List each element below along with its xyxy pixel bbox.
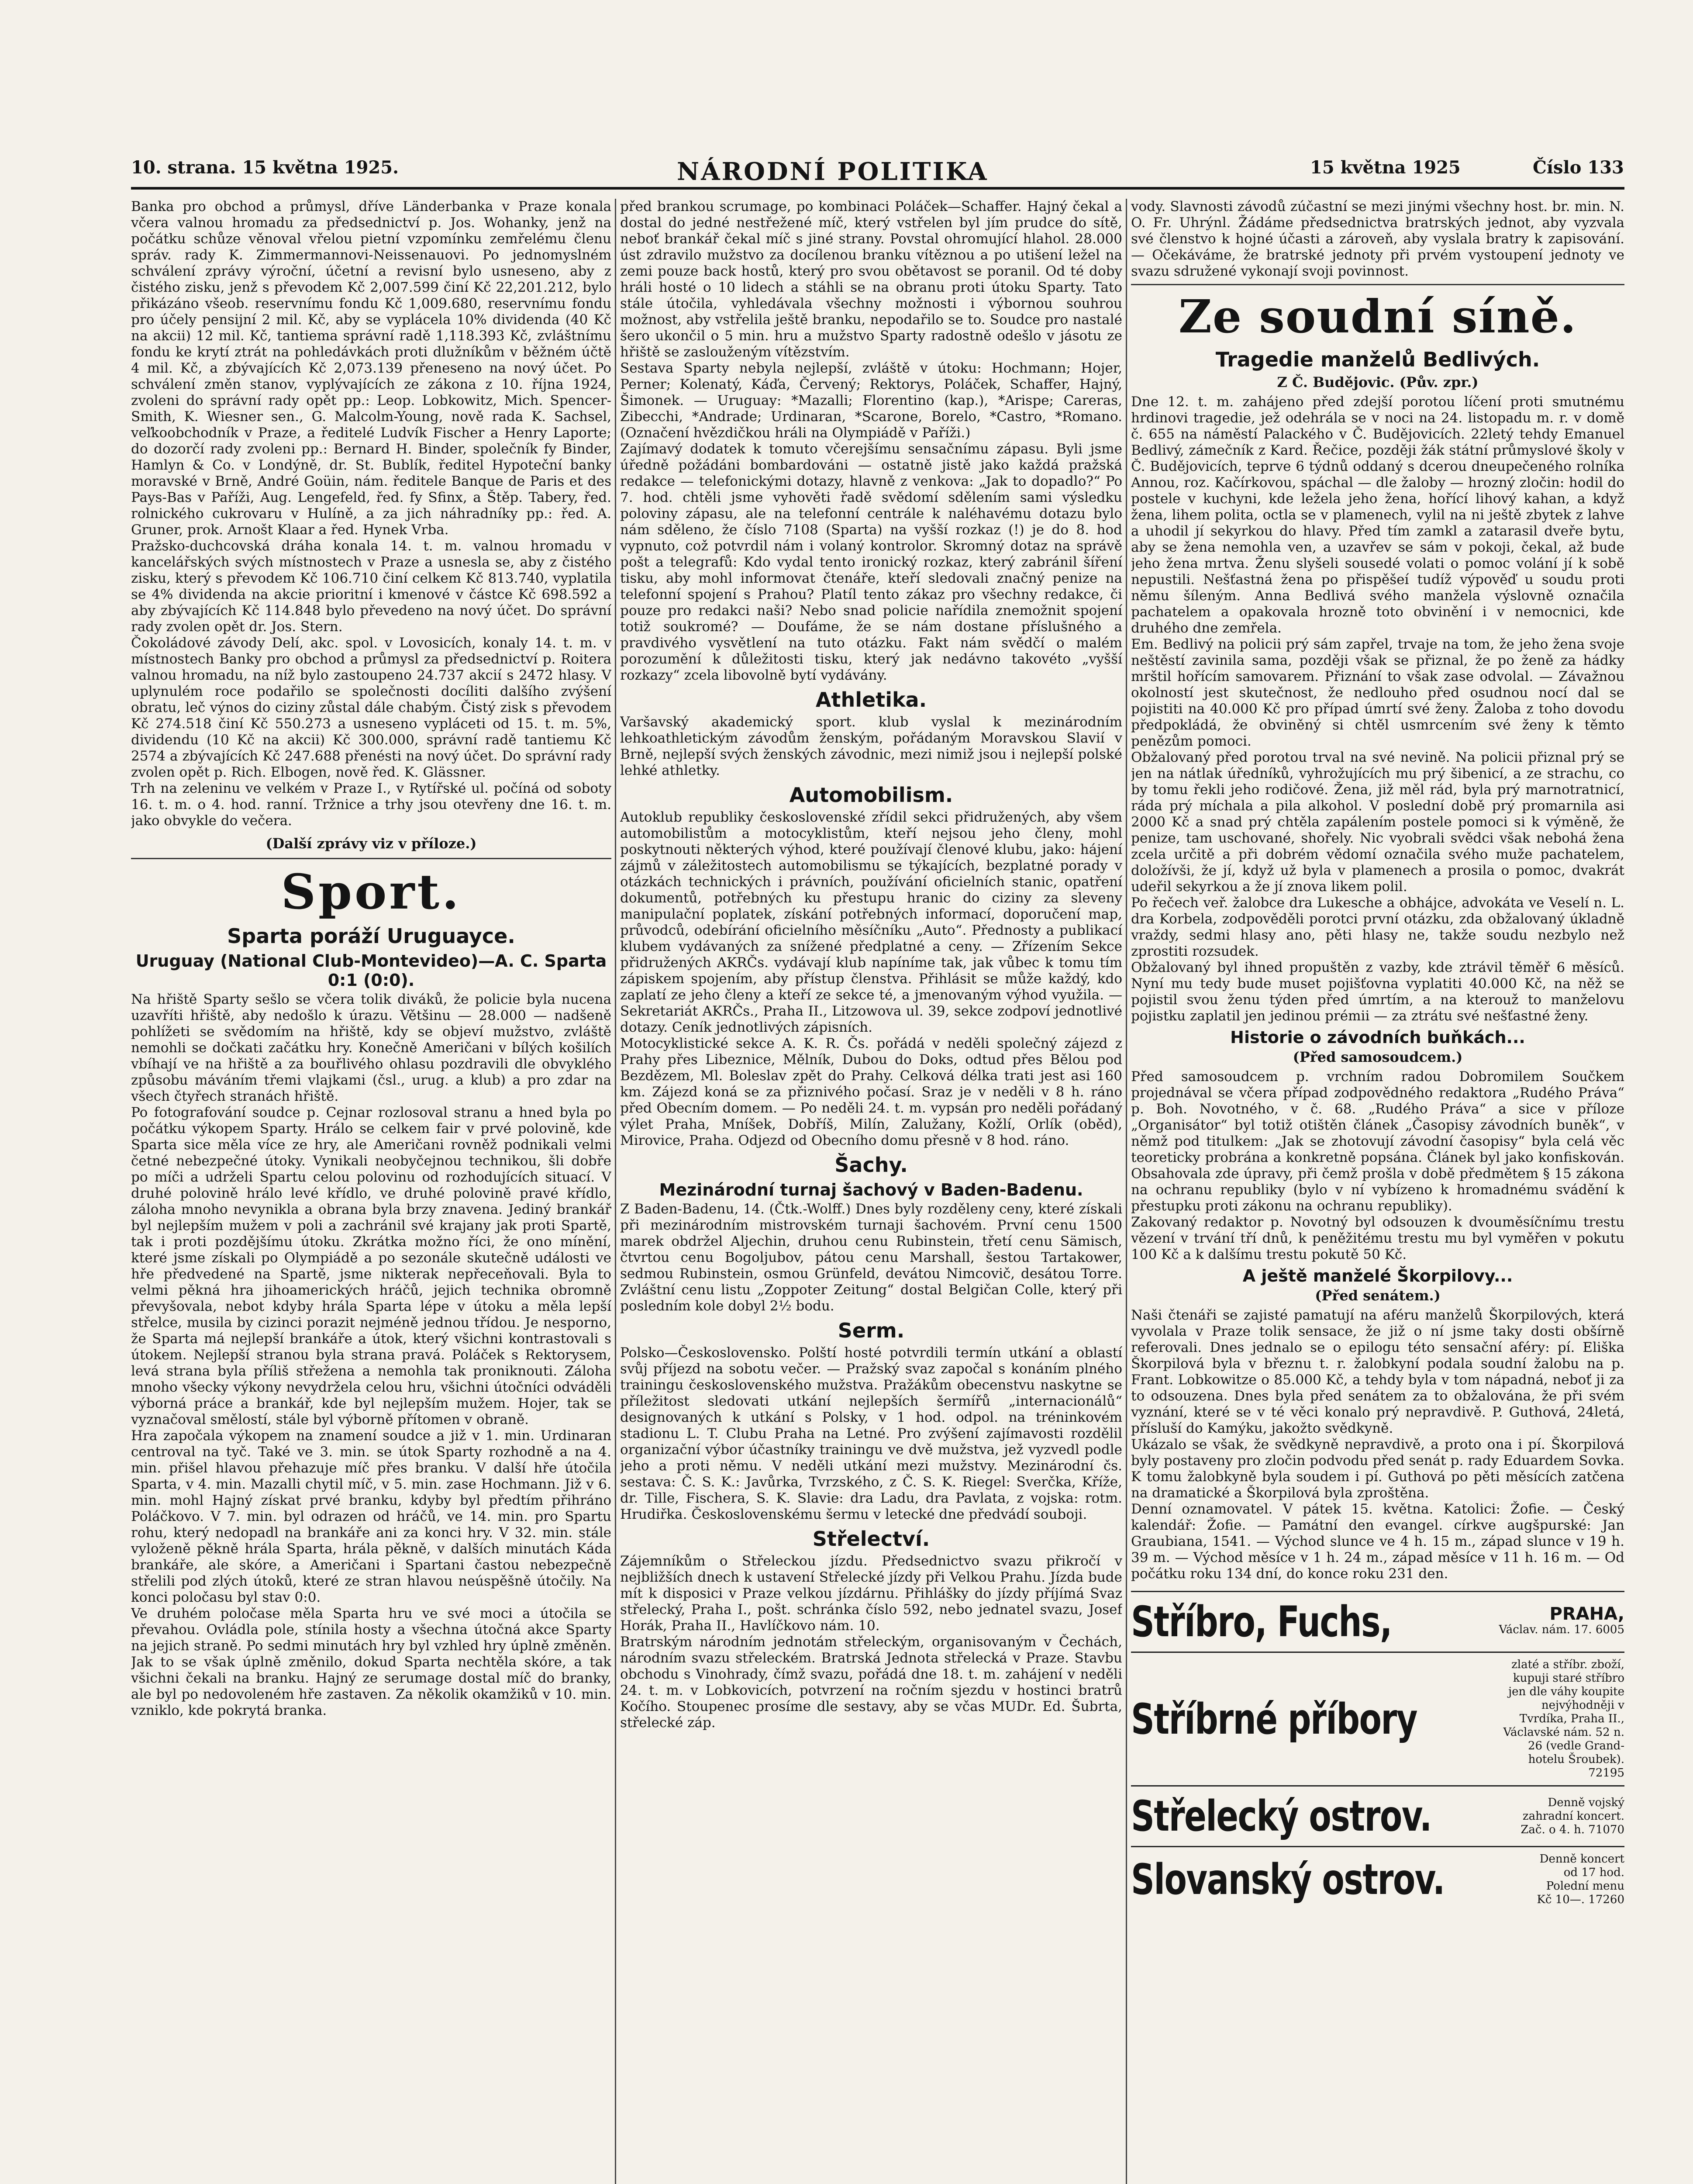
article-paragraph: Obžalovaný byl ihned propuštěn z vazby, kde ztrávil těměř 6 měsíců. Nyní mu tedy bude muset pojišťovna vyplatiti 40.000 Kč, na něž se pojistil svou ženu týden před úmrtím, a na kterouž to manželovu pojistku zaplatil jen jedinou prémii — za ztrátu své nešťastné ženy. — [1131, 960, 1624, 1024]
issue-number: Číslo 133 — [1533, 157, 1624, 178]
article-subtitle: Mezinárodní turnaj šachový v Baden-Badenu. — [659, 1180, 1083, 1199]
article-title: Sparta poráží Uruguayce. — [227, 924, 515, 948]
ad-slovansky-ostrov — [1131, 1846, 1624, 1912]
article-paragraph: Ukázalo se však, že svědkyně nepravdivě, a proto ona i pí. Škorpilová byly postaveny pro zločin podvodu před senát p. rady Eduardem Sovka. K tomu žalobkyně byla soudem i pí. Guthová po pěti měsících zatčena na dramatické a Škorpilová byla zproštěna. — [1131, 1437, 1624, 1501]
section-title-court: Ze soudní síně. — [1179, 290, 1577, 343]
article-paragraph: Ve druhém poločase měla Sparta hru ve své moci a útočila se převahou. Ovládla pole, stínila hosty a všechna útočná akce Sparty na jejich straně. Po sedmi minutách hry byl vzhled hry úplně změněn. Jak to se však úplně změnilo, dokud Sparta nechtěla skóre, a tak všichni čekali na branku. Hajný ze serumage dostal míč do branky, ale byl po nedovoleném hře zastaven. Za několik okamžiků v 10. min. vzniklo, kde pokrytá branka. — [131, 1606, 611, 1718]
article-paragraph: Bratrským národním jednotám střeleckým, organisovaným v Čechách, národním svazu střeleckém. Bratrská Jednota střelecká v Praze. Stavbu obchodu s Vinohrady, čímž svazu, pořádá dne 18. t. m. zahájení v neděli 24. t. m. v Lobkovicích, potvrzení na ročním sjezdu v hostinci bratrů Kočího. Stoupenec prosíme dle sestavy, aby se včas MUDr. Ed. Šubrta, střelecké záp. — [620, 1634, 1122, 1731]
section-title-auto: Automobilism. — [789, 783, 953, 807]
column-divider — [1126, 199, 1127, 2184]
article-paragraph: Hra započala výkopem na znamení soudce a již v 1. min. Urdinaran centroval na tyč. Také ve 3. min. se útok Sparty rozhodně a na 4. min. přišel hlavou přehazuje míč přes branku. V další hře útočila Sparta, v 4. min. Mazalli chytil míč, v 5. min. zase Hochmann. Již v 6. min. mohl Hajný získat prvé branku, kdyby byl předtím přihráno Poláčkovo. V 7. min. byl odrazen od hráčů, ve 14. min. pro Spartu rohu, který nedopadl na brankáře ani za konci hry. V 32. min. stále vyloženě pěkně hrála Sparta, hrála pěkně, v dalších minutách Káda brankáře, ale skóre, a Američani i Spartani častou nebezpečně střelili pod zlých útoků, které ze stran hlavou neúspěšně útočily. Na konci poločasu byl stav 0:0. — [131, 1428, 611, 1605]
divider — [1131, 284, 1624, 285]
article-paragraph: Po řečech veř. žalobce dra Lukesche a obhájce, advokáta ve Veselí n. L. dra Korbela, zodpověděli porotci první otázku, zda obžalovaný úkladně vraždy, sedmi hlasy ano, pěti hlasy ne, takže soudu nezbylo než zprostiti rozsudek. — [1131, 895, 1624, 959]
ad-headline: Střelecký ostrov. — [1131, 1792, 1431, 1841]
continued-note: (Další zprávy viz v příloze.) — [266, 835, 477, 852]
article-paragraph: Autoklub republiky československé zřídil sekci přidružených, aby všem automobilistům a motocyklistům, kteří nejsou jeho členy, mohl poskytnouti některých výhod, které používají členové klubu, jako: hájení zájmů v záležitostech automobilismu se týkajících, bezplatné porady v otázkách technických i právních, používání oficielních stanic, opatření dokumentů, potřebných ku přestupu hranic do ciziny za sleveny manipulační poplatek, získání potřebných informací, doporučení map, průvodců, odebírání oficielního měsíčníku „Auto“. Přednosty a publikací klubem vydávaných za snížené předplatné a ceny. — Zřízením Sekce přidružených AKRČs. vydávají klub napíníme tak, jak vůbec k tomu tím zápiskem spojením, aby přístup členstva. Přihlásit se může každý, kdo zaplatí ze jeho členy a kteří ze sekce té, a jmenovaným výhod využila. — Sekretariát AKRČs., Praha II., Litzowova ul. 39, sekce zodpoví jednotlivé dotazy. Ceník jednotlivých zápisních. — [620, 809, 1122, 1035]
article-paragraph: Naši čtenáři se zajisté pamatují na aféru manželů Škorpilových, která vyvolala v Praze tolik sensace, že již o ní jsme taky dosti obšírně referovali. Dnes jednalo se o epilogu této sensační aféry: pí. Eliška Škorpilová byla v březnu t. r. žalobkyní podala soudní žalobu na p. Frant. Lobkowitze o 85.000 Kč, a tehdy byla v tom nápadná, neboť ji za to odsouzena. Dnes byla před senátem za to obžalována, že při svém vyznání, které se v té věci konalo prý nepravdivě. P. Guthová, 24letá, přísluší do Kamýku, jakožto svědkyně. — [1131, 1307, 1624, 1436]
issue-date: 15 května 1925 — [1310, 157, 1461, 178]
ad-details: zlaté a stříbr. zboží, kupuji staré stříbro jen dle váhy koupite nejvýhodněji v Tvrdíka, Praha II., Václavské nám. 52 n. 26 (vedle Grand-hotelu Šroubek). 72195 — [1503, 1658, 1624, 1780]
article-paragraph: Zakovaný redaktor p. Novotný byl odsouzen k dvouměsíčnímu trestu vězení v trvání tří dnů, k peněžitému trestu mu byl vyměřen v pokutu 100 Kč a k dalšímu trestu pokutě 50 Kč. — [1131, 1214, 1624, 1262]
ad-details: Denně koncert od 17 hod. Polední menu Kč 10—. 17260 — [1537, 1852, 1624, 1906]
article-banka: Banka pro obchod a průmysl, dříve Länderbanka v Praze konala včera valnou hromadu za předsednictví p. Jos. Wohanky, jenž na počátku schůze věnoval vřelou pietní vzpomínku zemřelému členu správ. rady K. Zimmermannovi-Neissenauovi. Po jednomyslném schválení zprávy výroční, účetní a revisní bylo usneseno, aby z čistého zisku, jenž s převodem Kč 2,007.599 činí Kč 22,201.212, bylo přikázáno všeob. reservnímu fondu Kč 1,009.680, reservnímu fondu pro účely pensijní 2 mil. Kč, aby se vyplácela 10% dividenda (40 Kč na akcii) 12 mil. Kč, tantiema správní radě 1,118.393 Kč, zvláštnímu fondu ke krytí ztrát na pohledávkách proti dlužníkům v běžném účtě 4 mil. Kč, a zbývajících Kč 2,073.139 přeneseno na nový účet. Po schválení změn stanov, vyplývajících ze zákona z 10. října 1924, zvoleni do správní rady opět pp.: Leop. Lobkowitz, Mich. Spencer-Smith, K. Wiesner sen., G. Malcolm-Young, nově rada K. Sachsel, veľkoobchodník v Praze, a ředitelé Ludvík Fischer a Henry Laporte; do dozorčí rady zvoleni pp.: Bernard H. Binder, společník fy Binder, Hamlyn & Co. v Londýně, dr. St. Bublík, ředitel Hypoteční banky moravské v Brně, André Goüin, nám. ředitele Banque de Paris et des Pays-Bas v Paříži, Aug. Lengefeld, řed. fy Sfinx, a Štěp. Tabery, řed. rolnického cukrovaru v Hulíně, a za jich náhradníky pp.: řed. A. Gruner, prok. Arnošt Klaar a řed. Hynek Vrba. — [131, 199, 611, 538]
article-byline: (Před senátem.) — [1315, 1287, 1441, 1304]
section-title-shooting: Střelectví. — [812, 1527, 930, 1551]
ad-details: Denně vojský zahradní koncert. Zač. o 4. h. 71070 — [1521, 1796, 1624, 1836]
article-title: Tragedie manželů Bedlivých. — [1215, 348, 1540, 371]
article-paragraph: Zajímavý dodatek k tomuto včerejšímu sensačnímu zápasu. Byli jsme úředně požádáni bombardováni — ostatně jistě jako každá pražská redakce — telefonickými dotazy, hlavně z venkova: „Jak to dopadlo?“ Po 7. hod. chtěli jsme vyhověti řadě svědomí sdělením sami výsledku poloviny zápasu, ale na telefonní centrále k naléhavému dotazu bylo nám sděleno, že číslo 7108 (Sparta) na vyšší rozkaz (!) je do 8. hod vypnuto, což potvrdil nám i volaný kontrolor. Skromný dotaz na správě pošt a telegrafů: Kdo vydal tento ironický rozkaz, který zabránil šíření tisku, aby mohl informovat čtenáře, kteří sledovali značný penize na telefonní spojení s Prahou? Platíl tento zákaz pro všechny redakce, či pouze pro redakci naši? Nebo snad policie nařídila znemožnit spojení totiž soukromé? — Doufáme, že se nám dostane příslušného a pravdivého vysvětlení na tuto otázku. Fakt nám svědčí o malém porozumění k důležitosti tisku, který jak nedávno takovéto „vyšší rozkazy“ zcela libovolně bytí vydávány. — [620, 441, 1122, 683]
ad-city: PRAHA, — [1549, 1603, 1624, 1624]
article-paragraph: Obžalovaný před porotou trval na své nevině. Na policii přiznal prý se jen na nátlak úředníků, vyhrožujících mu prý šibenicí, a ze strachu, co by tomu řekli jeho rodičové. Žena, již měl rád, byla prý marnotratnicí, ráda prý míchala a pila alkohol. V poslední době prý promarnila asi 2000 Kč a snad prý chtěla zapálením postele pomoci si k výměně, že penize, tam uschované, shořely. Nic vyobrali svědci však nebohá žena zcela určitě a při dobrém vědomí označila svého muže pachatelem, doložívši, že jí, když už byla v plamenech a prosila o pomoc, dvakrát udeřil sekyrkou a že jí znova likem polil. — [1131, 750, 1624, 895]
article-paragraph: Na hřiště Sparty sešlo se včera tolik diváků, že policie byla nucena uzavříti hřiště, aby nedošlo k úrazu. Většinu — 28.000 — nadšeně pohlížeti se svědomím na hřiště, kdy se objeví mužstvo, zvláště nemohli se dočkati začátku hry. Konečně Američani v bílých košilích vbíhají ve na hřiště a za bouřlivého ohlasu pozdravili dle obvyklého způsobu máváním třemi vlajkami (čsl., urug. a klub) a pro zdar na všech čtyřech stranách hřiště. — [131, 992, 611, 1104]
article-title: A ještě manželé Škorpilovy... — [1242, 1266, 1513, 1286]
ad-address: Václav. nám. 17. 6005 — [1499, 1623, 1624, 1636]
section-title-chess: Šachy. — [834, 1153, 908, 1177]
ad-stribrne-pribory — [1131, 1652, 1624, 1785]
article-paragraph: Zájemníkům o Střeleckou jízdu. Předsednictvo svazu přikročí v nejbližších dnech k ustavení Střelecké jízdy při Velkou Prahu. Jízda bude mít k disposici v Praze velkou jízdárnu. Přihlášky do jízdy příjímá Svaz střelecký, Praha I., pošt. schránka číslo 592, nebo jednatel svazu, Josef Horák, Praha II., Havlíčkovo nám. 10. — [620, 1553, 1122, 1634]
article-paragraph: Dne 12. t. m. zahájeno před zdejší porotou líčení proti smutnému hrdinovi tragedie, jež odehrála se v noci na 24. listopadu m. r. v domě č. 655 na náměstí Palackého v Č. Budějovicích. 22letý tehdy Emanuel Bedlivý, zámečník z Kard. Řečice, později žák státní průmyslové školy v Č. Budějovicích, teprve 6 týdnů oddaný s dcerou dneupečeného rolníka Annou, roz. Kačírkovou, spáchal — dle žaloby — hrozný zločin: hodil do postele v kuchyni, kde ležela jeho žena, hořící lihový kahan, a když žena, lihem polita, octla se v plamenech, vylil na ni ještě zbytek z lahve a uhodil jí sekyrkou do hlavy. Před tím zamkl a zatarasil dveře bytu, aby se žena nemohla ven, a uzavřev se sám v pokoji, čekal, až bude jeho žena mrtva. Ženu slyšeli sousedé volati o pomoc volání jí k sobě nepustili. Nešťastná žena po přispěšeí tudíž výpověď u soudu proti němu šíleným. Anna Bedlivá svého manžela výslovně označila pachatelem a opakovala hrozně toto obvinění i v nemocnici, kde druhého dne zemřela. — [1131, 394, 1624, 636]
column-3 — [1131, 199, 1624, 2184]
ad-headline: Stříbro, Fuchs, — [1131, 1597, 1392, 1646]
ad-headline: Stříbrné příbory — [1131, 1694, 1417, 1744]
page-info: 10. strana. 15 května 1925. — [131, 157, 399, 178]
article-byline: (Před samosoudcem.) — [1293, 1049, 1463, 1065]
article-title: Historie o závodních buňkách... — [1230, 1028, 1525, 1047]
section-title-sport: Sport. — [281, 864, 462, 920]
article-trh: Trh na zeleninu ve velkém v Praze I., v Rytířské ul. počíná od soboty 16. t. m. o 4. hod. ranní. Tržnice a trhy jsou otevřeny dne 16. t. m. jako obvykle do večera. — [131, 781, 611, 829]
newspaper-title: NÁRODNÍ POLITIKA — [677, 157, 989, 186]
article-byline: Z Č. Budějovic. (Pův. zpr.) — [1277, 374, 1479, 390]
daily-announcer: Denní oznamovatel. V pátek 15. května. Katolici: Žofie. — Český kalendář: Žofie. — Památní den evangel. církve augšpurské: Jan Graubiana, 1541. — Východ slunce ve 4 h. 15 m., západ slunce v 19 h. 39 m. — Východ měsíce v 1 h. 24 m., západ měsíce v 11 h. 16 m. — Od počátku roku 134 dní, do konce roku 231 den. — [1131, 1501, 1624, 1582]
ad-strelecky-ostrov — [1131, 1785, 1624, 1846]
ad-headline: Slovanský ostrov. — [1131, 1855, 1445, 1904]
article-paragraph: Před samosoudcem p. vrchním radou Dobromilem Součkem projednával se včera případ zodpovědného redaktora „Rudého Práva“ p. Boh. Novotného, v č. 68. „Rudého Práva“ a sice v příloze „Organisátor“ byl totiž otištěn článek „Časopisy závodních buněk“, v němž pod titulkem: „Jak se zhotovují závodní časopisy“ byla celá věc teoreticky probrána a konkretně popsána. Článek byl jako konfiskován. Obsahovala zde úpravy, při čemž prošla v době předmětem § 15 zákona na ochranu republiky (bylo v ní vybízeno k hromadnému svádění k přestupku proti zákonu na ochranu republiky). — [1131, 1069, 1624, 1214]
article-paragraph: vody. Slavnosti závodů zúčastní se mezi jinými všechny host. br. min. N. O. Fr. Uhrýnl. Žádáme předsednictva bratrských jednot, aby vyzvala své členstvo k hojné účasti a zároveň, aby vyslala bratry k zapisování. — Očekáváme, že bratrské jednoty při prvém vystoupení jednoty ve svazu sdružené vykonají svoji povinnost. — [1131, 199, 1624, 279]
section-title-athletics: Athletika. — [815, 688, 927, 712]
article-paragraph: Motocyklistické sekce A. K. R. Čs. pořádá v neděli společný zájezd z Prahy přes Libeznice, Mělník, Dubou do Doks, odtud přes Bělou pod Bezdězem, Ml. Boleslav zpět do Prahy. Celková délka trati jest asi 160 km. Zájezd koná se za přiznivého počasí. Sraz je v neděli v 8 h. ráno před Obecním domem. — Po neděli 24. t. m. vypsán pro neděli pořádaný výlet Praha, Mníšek, Dobříš, Milín, Zalužany, Kožlí, Orlík (oběd), Mirovice, Praha. Odjezd od Obecního domu přesně v 8 hod. ráno. — [620, 1036, 1122, 1148]
section-title-fencing: Serm. — [838, 1319, 905, 1342]
advertisements — [1131, 1591, 1624, 1912]
ad-details — [1499, 1603, 1624, 1637]
header-rule — [131, 187, 1624, 190]
article-paragraph: Em. Bedlivý na policii prý sám zapřel, trvaje na tom, že jeho žena svoje neštěstí zavinila sama, později však se přiznal, že po ženě za hádky mrštil hořícím samovarem. Přiznání to však zase odvolal. — Závažnou okolností jest skutečnost, že nedlouho před osudnou nocí dal se pojistiti na 40.000 Kč pro případ úmrtí své ženy. Žaloba z toho dovodu předpokládá, že obviněný si chtěl usmrcením své ženy k těmto penězům pomoci. — [1131, 636, 1624, 749]
column-1 — [131, 199, 611, 2184]
article-paragraph: Z Baden-Badenu, 14. (Čtk.-Wolff.) Dnes byly rozděleny ceny, které získali při mezinárodním mistrovském turnaji šachovém. První cenu 1500 marek obdržel Aljechin, druhou cenu Rubinstein, třetí cenu Sämisch, čtvrtou cenu Bogoljubov, pátou cenu Marshall, šestou Tartakower, sedmou Rubinstein, osmou Grünfeld, devátou Nimcovič, desátou Torre. Zvláštní cenu listu „Zoppoter Zeitung“ dostal Belgičan Colle, který při posledním kole dobyl 2½ bodu. — [620, 1201, 1122, 1314]
article-subtitle: Uruguay (National Club-Montevideo)—A. C. Sparta 0:1 (0:0). — [135, 951, 607, 990]
article-paragraph: Sestava Sparty nebyla nejlepší, zvláště v útoku: Hochmann; Hojer, Perner; Kolenatý, Káďa, Červený; Rektorys, Poláček, Schaffer, Hajný, Šimonek. — Uruguay: *Mazalli; Florentino (kap.), *Arispe; Careras, Zibecchi, *Andrade; Urdinaran, *Scarone, Borelo, *Castro, *Romano. (Označení hvězdičkou hráli na Olympiádě v Paříži.) — [620, 360, 1122, 441]
ad-stribro-fuchs — [1131, 1591, 1624, 1652]
column-divider — [615, 199, 616, 2184]
article-paragraph: Polsko—Československo. Polští hosté potvrdili termín utkání a oblastí svůj příjezd na sobotu večer. — Pražský svaz započal s konáním plného trainingu československého mužstva. Pražákům obecenstvu naskytne se příležitost sledovati utkání nejlepších šermířů „internacionálů“ designovaných k utkání s Polsky, v 1 hod. odpol. na tréninkovém stadionu L. T. Clubu Praha na Letné. Pro zvýšení zajímavosti rozdělil organizační výbor účastníky trainingu ve dvě mužstva, jež vyzvedl podle jeho a proti němu. V neděli utkání mezi mužstvy. Mezinárodní čs. sestava: Č. S. K.: Javůrka, Tvrzského, z Č. S. K. Riegel: Sverčka, Kříže, dr. Tille, Fischera, S. K. Slavie: dra Ladu, dra Pavlata, z vojska: rotm. Hrudiřka. Československému šermu v letecké dne předvádí souboji. — [620, 1345, 1122, 1522]
divider — [131, 858, 611, 859]
article-paragraph: Varšavský akademický sport. klub vyslal k mezinárodním lehkoathletickým závodům ženským, pořádaným Moravskou Slavií v Brně, nejlepší svých ženských závodnic, mezi nimiž jsou i nejlepší polské lehké athletky. — [620, 714, 1122, 778]
article-paragraph: před brankou scrumage, po kombinaci Poláček—Schaffer. Hajný čekal a dostal do jedné nestřežené míč, který vstřelen byl jím prudce do sítě, neboť brankář čekal míč s jiné strany. Povstal ohromující hlahol. 28.000 úst zdravilo mužstvo za docílenou branku vítěznou a po utišení ležel na zemi pouze back hostů, který pro svou obětavost se poranil. Od té doby hráli hosté o 10 lidech a stáhli se na obranu proti útoku Sparty. Tato stále útočila, vyhledávala všechny možnosti i výbornou souhrou možnost, aby vstřelila ještě branku, nepodařilo se to. Soudce pro nastalé šero ukončil o 5 min. hru a mužstvo Sparty radostně odešlo v jásotu ze hřiště se zaslouženým vítězstvím. — [620, 199, 1122, 360]
column-2 — [620, 199, 1122, 2184]
article-cokoladove: Čokoládové závody Delí, akc. spol. v Lovosicích, konaly 14. t. m. v místnostech Banky pro obchod a průmysl za předsednictví p. Roitera valnou hromadu, na níž bylo zastoupeno 24.737 akcií s 2472 hlasy. V uplynulém roce podařilo se společnosti docíliti dalšího zvýšení obratu, leč výnos do ciziny zůstal dále chabým. Čistý zisk s převodem Kč 274.518 činí Kč 550.273 a usneseno vypláceti od 15. t. m. 5%, dividendu (10 Kč na akcii) Kč 300.000, správní radě tantiemu Kč 2574 a zbývajících Kč 247.688 přenésti na nový účet. Do správní rady zvolen opět p. Rich. Elbogen, nově řed. K. Glässner. — [131, 635, 611, 780]
article-duchcovska: Pražsko-duchcovská dráha konala 14. t. m. valnou hromadu v kancelářských svých místnostech v Praze a usnesla se, aby z čistého zisku, který s převodem Kč 106.710 činí celkem Kč 813.740, vyplatila se 4% dividenda na akcie prioritní i kmenové v částce Kč 698.592 a aby zbývajících Kč 114.848 bylo převedeno na nový účet. Do správní rady zvolen opět dr. Jos. Stern. — [131, 538, 611, 635]
article-paragraph: Po fotografování soudce p. Cejnar rozlosoval stranu a hned byla po počátku výkopem Sparty. Hrálo se celkem fair v prvé polovině, kde Sparta sice měla více ze hry, ale Američani rovněž podnikali velmi četné nebezpečné útoky. Vynikali neobyčejnou technikou, šli dobře po míči a udrželi Spartu celou polovinu od rozhodujících situací. V druhé polovině hrálo levé křídlo, ve druhé polovině pravé křídlo, záloha mnoho nevynikla a obrana byla brzy znavena. Jediný brankář byl nejlepším mužem v poli a zachránil své krajany jak proti Spartě, tak i proti pozdějšímu útoku. Zkrátka možno říci, že ono mínění, které jsme získali po Olympiádě a po sezonále skutečně události ve hře předvedené na Spartě, jsme nikterak nepřeceňovali. Byla to velmi pěkná hra jihoamerických hráčů, jejich technika obromně převyšovala, nebot kdyby hrála Sparta lépe v útoku a měla lepší střelce, musila by cizinci porazit nejméně jednou třídou. Je nesporno, že Sparta má nejlepší brankáře a útok, který všichni kontrastovali s útokem. Nejlepší stranou byla strana pravá. Poláček s Rektorysem, levá strana byla příliš střežena a nemohla tak proniknouti. Záloha mnoho všecky výkony nevydržela celou hru, všichni útočníci odváděli výborná práce a brankář, kde byl nejlepším mužem. Hojer, tak se vyznačoval smělostí, stále byl výborně přítomen v obraně. — [131, 1105, 611, 1427]
